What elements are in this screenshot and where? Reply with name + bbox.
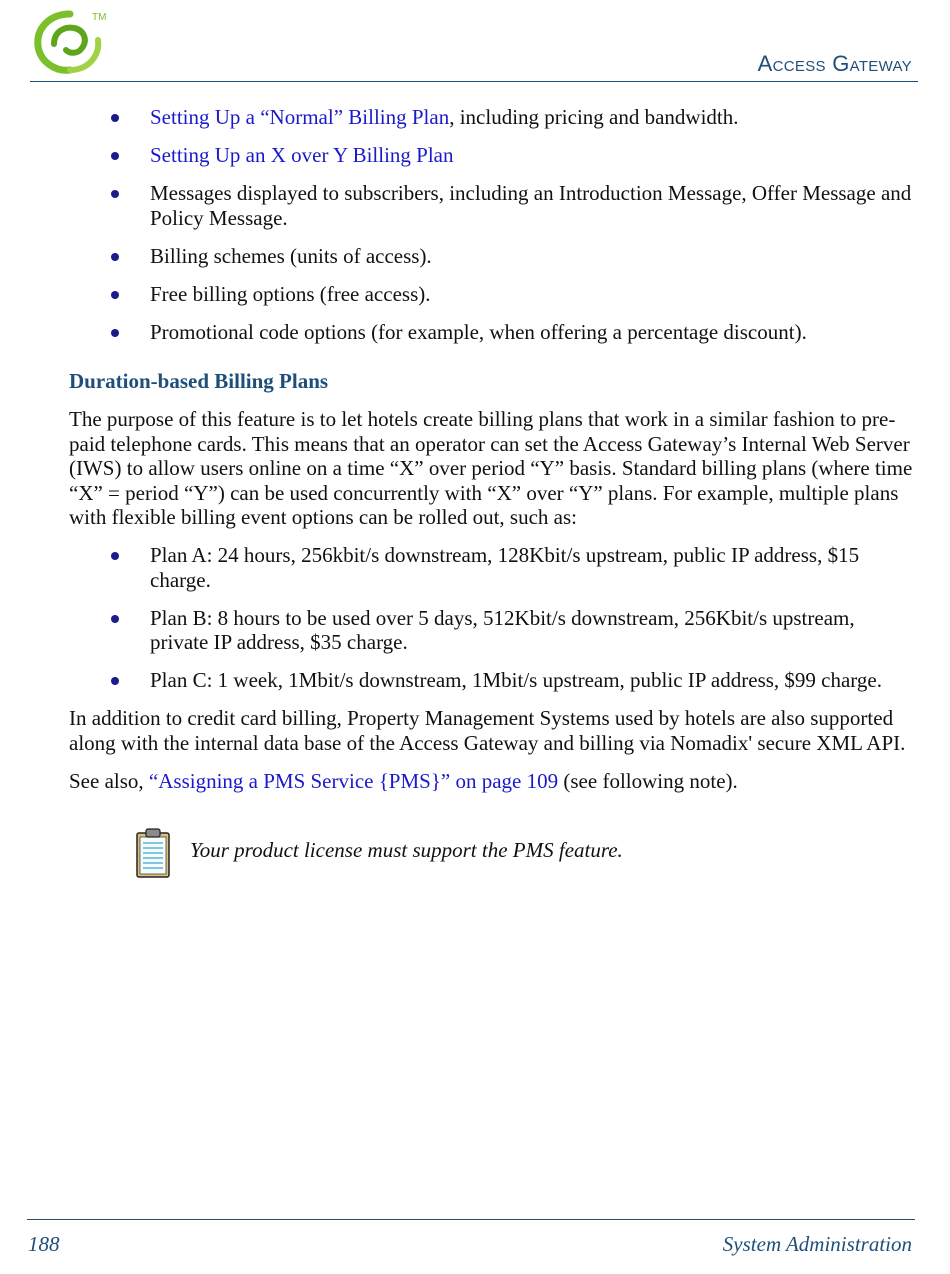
- swirl-logo-icon: [30, 8, 110, 76]
- list-item: [69, 181, 914, 230]
- addition-paragraph: In addition to credit card billing, Property Management Systems used by hotels are also supported along with the internal data base of the Access Gateway and billing via Nomadix' secure XML API.: [69, 706, 906, 755]
- list-item: [69, 543, 914, 592]
- clipboard-note-icon: [135, 827, 171, 879]
- plan-list: [69, 543, 914, 693]
- running-title: Access Gateway: [757, 51, 912, 76]
- note-box: [69, 823, 914, 883]
- list-item: [69, 105, 914, 130]
- section-heading: Duration-based Billing Plans: [69, 369, 329, 393]
- bullet-icon: [111, 329, 119, 337]
- list-item-text: Billing schemes (units of access).: [150, 243, 432, 268]
- company-logo: [30, 8, 110, 76]
- note-text: Your product license must support the PMS feature.: [190, 838, 623, 862]
- list-item: [69, 244, 914, 269]
- list-item: [69, 282, 914, 307]
- intro-paragraph: The purpose of this feature is to let hotels create billing plans that work in a similar fashion to pre-paid telephone cards. This means that an operator can set the Access Gateway’s Internal Web Server (IWS) to allow users online on a time “X” over period “Y” basis. Standard billing plans (where time “X” = period “Y”) can be used concurrently with “X” over “Y” plans. For example, multiple plans with flexible billing event options can be rolled out, such as:: [69, 407, 913, 529]
- list-item-text: Messages displayed to subscribers, including an Introduction Message, Offer Message and Policy Message.: [150, 181, 912, 230]
- list-item-text: , including pricing and bandwidth.: [449, 105, 739, 129]
- pms-service-link[interactable]: “Assigning a PMS Service {PMS}” on page 109: [148, 768, 559, 793]
- page-number: 188: [28, 1232, 60, 1256]
- footer-divider: [27, 1219, 915, 1220]
- billing-plan-link[interactable]: Setting Up a “Normal” Billing Plan: [150, 105, 450, 129]
- plan-b-text: Plan B: 8 hours to be used over 5 days, 512Kbit/s downstream, 256Kbit/s upstream, private IP address, $35 charge.: [150, 605, 855, 654]
- list-item-text: Free billing options (free access).: [150, 281, 431, 306]
- plan-a-text: Plan A: 24 hours, 256kbit/s downstream, 128Kbit/s upstream, public IP address, $15 charge.: [150, 543, 860, 592]
- list-item-text: Promotional code options (for example, when offering a percentage discount).: [150, 319, 807, 344]
- bullet-icon: [111, 253, 119, 261]
- bullet-icon: [111, 114, 119, 122]
- x-over-y-plan-link[interactable]: Setting Up an X over Y Billing Plan: [150, 143, 454, 167]
- bullet-icon: [111, 291, 119, 299]
- list-item: [69, 143, 914, 168]
- list-item: [69, 668, 914, 693]
- see-also-suffix: (see following note).: [558, 768, 738, 793]
- see-also-paragraph: [69, 769, 914, 794]
- bullet-icon: [111, 615, 119, 623]
- see-also-prefix: See also,: [69, 768, 149, 793]
- bullet-icon: [111, 677, 119, 685]
- bullet-icon: [111, 552, 119, 560]
- trademark-mark: TM: [92, 12, 107, 23]
- bullet-icon: [111, 152, 119, 160]
- footer-section-name: System Administration: [722, 1232, 912, 1256]
- plan-c-text: Plan C: 1 week, 1Mbit/s downstream, 1Mbit/s upstream, public IP address, $99 charge.: [150, 668, 882, 692]
- feature-list: [69, 105, 914, 344]
- page-content: [69, 105, 914, 883]
- list-item: [69, 320, 914, 345]
- bullet-icon: [111, 190, 119, 198]
- header-divider: [30, 81, 918, 82]
- list-item: [69, 606, 914, 655]
